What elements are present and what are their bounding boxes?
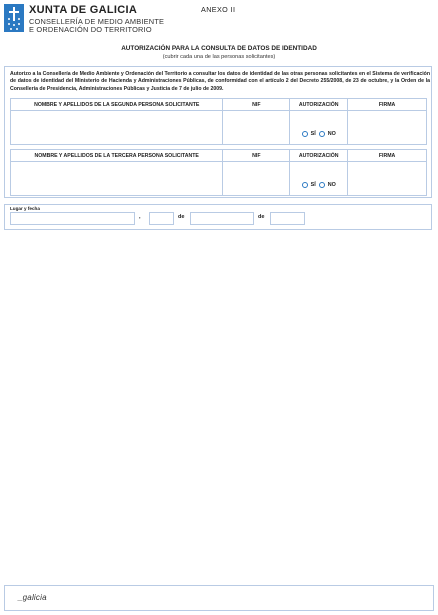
comma-separator: , xyxy=(139,214,141,220)
galicia-coat-of-arms-icon xyxy=(4,4,24,32)
no-radio[interactable] xyxy=(319,182,325,188)
document-subtitle: (cubrir cada una de las personas solicitantes) xyxy=(162,54,276,60)
yes-label: SÍ xyxy=(310,130,316,137)
day-field[interactable] xyxy=(149,212,174,225)
document-title: AUTORIZACIÓN PARA LA CONSULTA DE DATOS DE IDENTIDAD xyxy=(121,45,317,52)
no-label: NO xyxy=(327,181,336,188)
second-person-signature-field[interactable] xyxy=(348,111,427,145)
brand-title: XUNTA DE GALICIA xyxy=(29,4,138,16)
authorization-header: AUTORIZACIÓN xyxy=(290,99,348,111)
footer xyxy=(4,585,434,611)
third-person-table xyxy=(10,149,427,196)
galicia-footer-logo: _galicia xyxy=(18,593,47,602)
authorization-header: AUTORIZACIÓN xyxy=(290,150,348,162)
nif-header: NIF xyxy=(223,99,290,111)
yes-radio[interactable] xyxy=(302,131,308,137)
nif-header: NIF xyxy=(223,150,290,162)
name-header: NOMBRE Y APELLIDOS DE LA TERCERA PERSONA SOLICITANTE xyxy=(11,150,223,162)
place-date-label: Lugar y fecha xyxy=(10,206,40,211)
second-person-nif-field[interactable] xyxy=(223,111,290,145)
second-person-authorization-cell xyxy=(290,111,348,145)
third-person-authorization-cell xyxy=(290,162,348,196)
year-field[interactable] xyxy=(270,212,305,225)
third-person-nif-field[interactable] xyxy=(223,162,290,196)
yes-radio[interactable] xyxy=(302,182,308,188)
month-field[interactable] xyxy=(190,212,254,225)
third-person-signature-field[interactable] xyxy=(348,162,427,196)
third-person-name-field[interactable] xyxy=(11,162,223,196)
name-header: NOMBRE Y APELLIDOS DE LA SEGUNDA PERSONA SOLICITANTE xyxy=(11,99,223,111)
annex-label: ANEXO II xyxy=(201,5,236,14)
de-separator-2: de xyxy=(258,214,265,220)
signature-header: FIRMA xyxy=(348,99,427,111)
second-person-table xyxy=(10,98,427,145)
footer-logo-text: galicia xyxy=(22,593,47,602)
no-radio[interactable] xyxy=(319,131,325,137)
second-person-name-field[interactable] xyxy=(11,111,223,145)
de-separator-1: de xyxy=(178,214,185,220)
no-label: NO xyxy=(327,130,336,137)
signature-header: FIRMA xyxy=(348,150,427,162)
yes-label: SÍ xyxy=(310,181,316,188)
department-line-2: E ORDENACIÓN DO TERRITORIO xyxy=(29,25,152,34)
place-field[interactable] xyxy=(10,212,135,225)
department-line-1: CONSELLERÍA DE MEDIO AMBIENTE xyxy=(29,17,165,26)
authorization-text: Autorizo a la Consellería de Medio Ambiente y Ordenación del Territorio a consultar los datos de identidad de las otras personas solicitantes en el Sistema de verificación de datos de identidad del Ministerio de Hacienda y Administraciones Públicas, de conformidad con el artículo 2 del Decreto 255/2008, de 23 de octubre, y la Orden de la Consellería de Presidencia, Administraciones Públicas y Justicia de 7 de julio de 2009. xyxy=(10,71,430,92)
